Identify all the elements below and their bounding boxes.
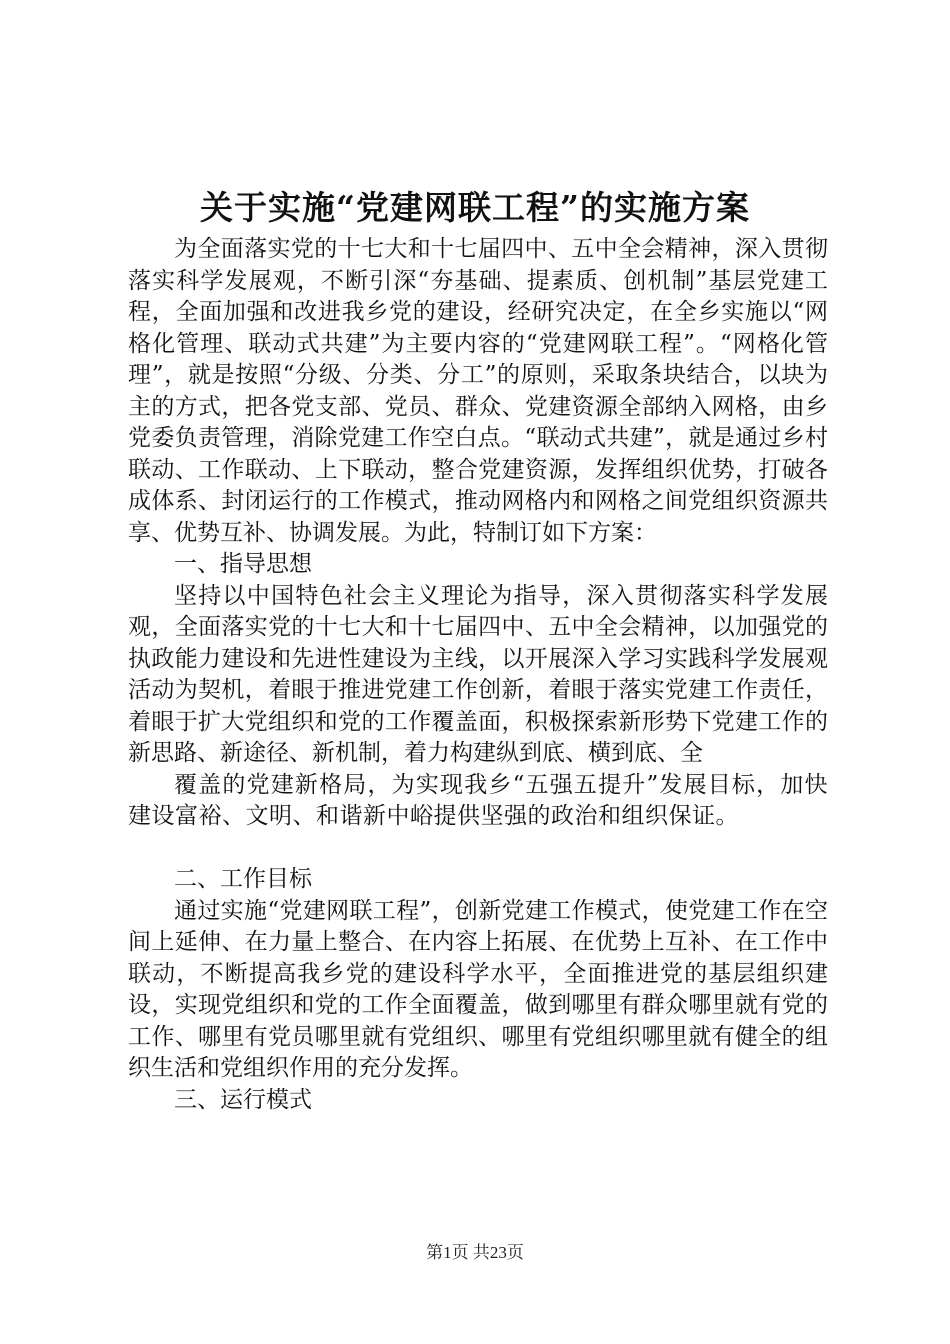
page-footer: 第1页 共23页 xyxy=(426,1243,524,1262)
section-1-paragraph-2: 覆盖的党建新格局，为实现我乡“五强五提升”发展目标，加快建设富裕、文明、和谐新中峪提供坚强的政治和组织保证。 xyxy=(128,771,828,829)
document-body xyxy=(128,234,828,1116)
section-1-heading: 一、指导思想 xyxy=(174,551,312,577)
section-3-heading: 三、运行模式 xyxy=(174,1086,312,1113)
section-2-paragraph: 通过实施“党建网联工程”，创新党建工作模式，使党建工作在空间上延伸、在力量上整合、在内容上拓展、在优势上互补、在工作中联动，不断提高我乡党的建设科学水平，全面推进党的基层组织建设，实现党组织和党的工作全面覆盖，做到哪里有群众哪里就有党的工作、哪里有党员哪里就有党组织、哪里有党组织哪里就有健全的组织生活和党组织作用的充分发挥。 xyxy=(128,897,828,1081)
section-2-heading: 二、工作目标 xyxy=(174,866,312,892)
section-1-paragraph-1: 坚持以中国特色社会主义理论为指导，深入贯彻落实科学发展观，全面落实党的十七大和十七届四中、五中全会精神，以加强党的执政能力建设和先进性建设为主线，以开展深入学习实践科学发展观活动为契机，着眼于推进党建工作创新，着眼于落实党建工作责任，着眼于扩大党组织和党的工作覆盖面，积极探索新形势下党建工作的新思路、新途径、新机制，着力构建纵到底、横到底、全 xyxy=(128,582,828,766)
intro-paragraph: 为全面落实党的十七大和十七届四中、五中全会精神，深入贯彻落实科学发展观，不断引深“夯基础、提素质、创机制”基层党建工程，全面加强和改进我乡党的建设，经研究决定，在全乡实施以“网格化管理、联动式共建”为主要内容的“党建网联工程”。“网格化管理”，就是按照“分级、分类、分工”的原则，采取条块结合，以块为主的方式，把各党支部、党员、群众、党建资源全部纳入网格，由乡党委负责管理，消除党建工作空白点。“联动式共建”，就是通过乡村联动、工作联动、上下联动，整合党建资源，发挥组织优势，打破各成体系、封闭运行的工作模式，推动网格内和网格之间党组织资源共享、优势互补、协调发展。为此，特制订如下方案： xyxy=(128,236,828,546)
document-title: 关于实施“党建网联工程”的实施方案 xyxy=(200,188,750,227)
paragraph-spacer xyxy=(128,833,828,865)
